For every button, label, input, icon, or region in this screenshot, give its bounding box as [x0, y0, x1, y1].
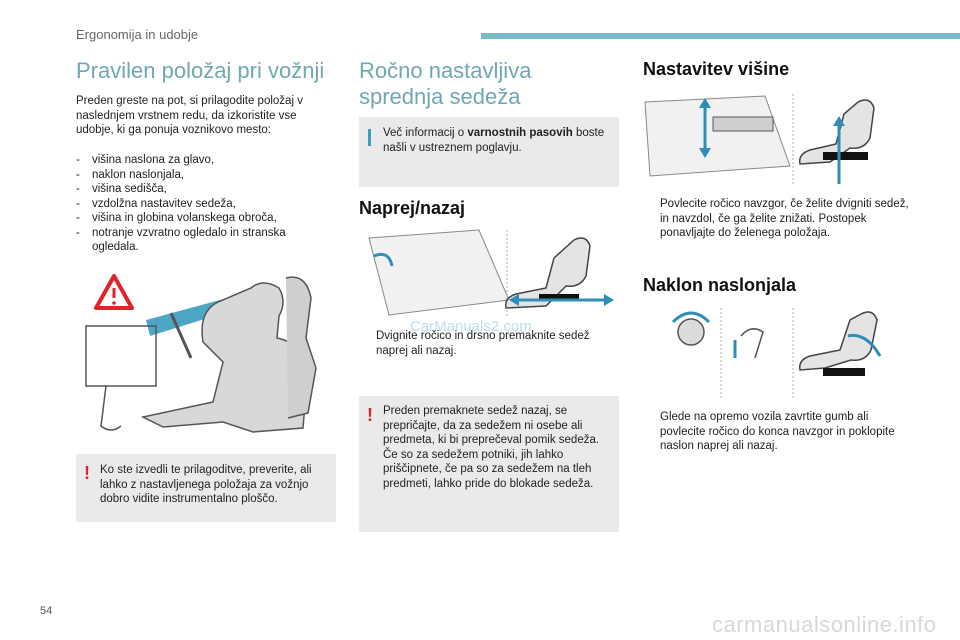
page-title: Pravilen položaj pri vožnji	[76, 58, 325, 83]
seat-cushion	[823, 368, 865, 376]
list-item: - višina sedišča,	[76, 182, 331, 197]
list-item: - naklon naslonjala,	[76, 168, 331, 183]
seat-base-closeup	[645, 96, 790, 176]
forward-backward-illustration	[359, 228, 619, 320]
header-accent-bar	[481, 33, 960, 39]
adjustment-list	[76, 153, 331, 255]
seat-base-closeup	[369, 230, 509, 315]
dashboard-outline	[86, 326, 156, 386]
warning-box-instrument-panel	[76, 454, 336, 522]
seat-cushion	[823, 152, 868, 160]
recline-lever	[741, 329, 763, 358]
list-item: - vzdolžna nastavitev sedeža,	[76, 197, 331, 212]
section-title-manual-seats: Ročno nastavljiva sprednja sedeža	[359, 58, 532, 109]
list-item: - višina naslona za glavo,	[76, 153, 331, 168]
intro-text: Preden greste na pot, si prilagodite položaj v naslednjem vrstnem redu, da izkoristite vse udobje, ki ga ponuja voznikovo mesto:	[76, 95, 303, 136]
warning-icon: !	[367, 405, 373, 425]
arrow-right-icon	[604, 294, 614, 306]
backrest-adjustment-illustration	[643, 306, 903, 401]
driver-figure	[143, 283, 307, 432]
warning-text: Ko ste izvedli te prilagoditve, preverite, ali lahko z nastavljenega položaja za vožnjo dobro vidite instrumentalno ploščo.	[100, 464, 312, 505]
height-adjustment-illustration	[643, 92, 903, 187]
site-watermark: carmanualsonline.info	[712, 612, 937, 637]
watermark: CarManuals2.com	[410, 318, 532, 335]
driving-position-illustration	[76, 268, 336, 443]
subsection-forward-backward: Naprej/nazaj	[359, 198, 466, 218]
subsection-height-adjustment: Nastavitev višine	[643, 59, 790, 79]
info-icon	[368, 129, 371, 146]
page-number: 54	[40, 605, 53, 617]
warning-text: Preden premaknete sedež nazaj, se prepričajte, da za sedežem ni osebe ali predmeta, ki bi preprečeval pomik sedeža. Če so za sedežem potniki, jih lahko priščipnete, če pa so za sedežem na tleh predmeti, lahko pride do blokade sedeža.	[383, 405, 600, 490]
subsection-backrest-angle: Naklon naslonjala	[643, 275, 797, 295]
instruction-height: Povlecite ročico navzgor, če želite dvigniti sedež, in navzdol, če ga želite znižati. Postopek ponavljajte do želenega položaja.	[660, 198, 909, 239]
recline-knob	[678, 319, 704, 345]
warning-box-seat-movement	[359, 396, 619, 532]
list-item: - notranje vzvratno ogledalo in stranska ogledala.	[76, 226, 331, 255]
warning-icon: !	[84, 463, 90, 483]
info-text: Več informacij o varnostnih pasovih boste našli v ustreznem poglavju.	[383, 127, 605, 154]
seat-outline	[286, 277, 316, 418]
section-header: Ergonomija in udobje	[76, 27, 199, 42]
list-item: - višina in globina volanskega obroča,	[76, 211, 331, 226]
instruction-forward-backward: Dvignite ročico in drsno premaknite sedež naprej ali nazaj.	[376, 330, 590, 357]
height-lever	[713, 117, 773, 131]
info-box-seatbelts	[359, 117, 619, 187]
instruction-backrest: Glede na opremo vozila zavrtite gumb ali povlecite ročico do konca navzgor in poklopite naslon naprej ali nazaj.	[660, 411, 895, 452]
